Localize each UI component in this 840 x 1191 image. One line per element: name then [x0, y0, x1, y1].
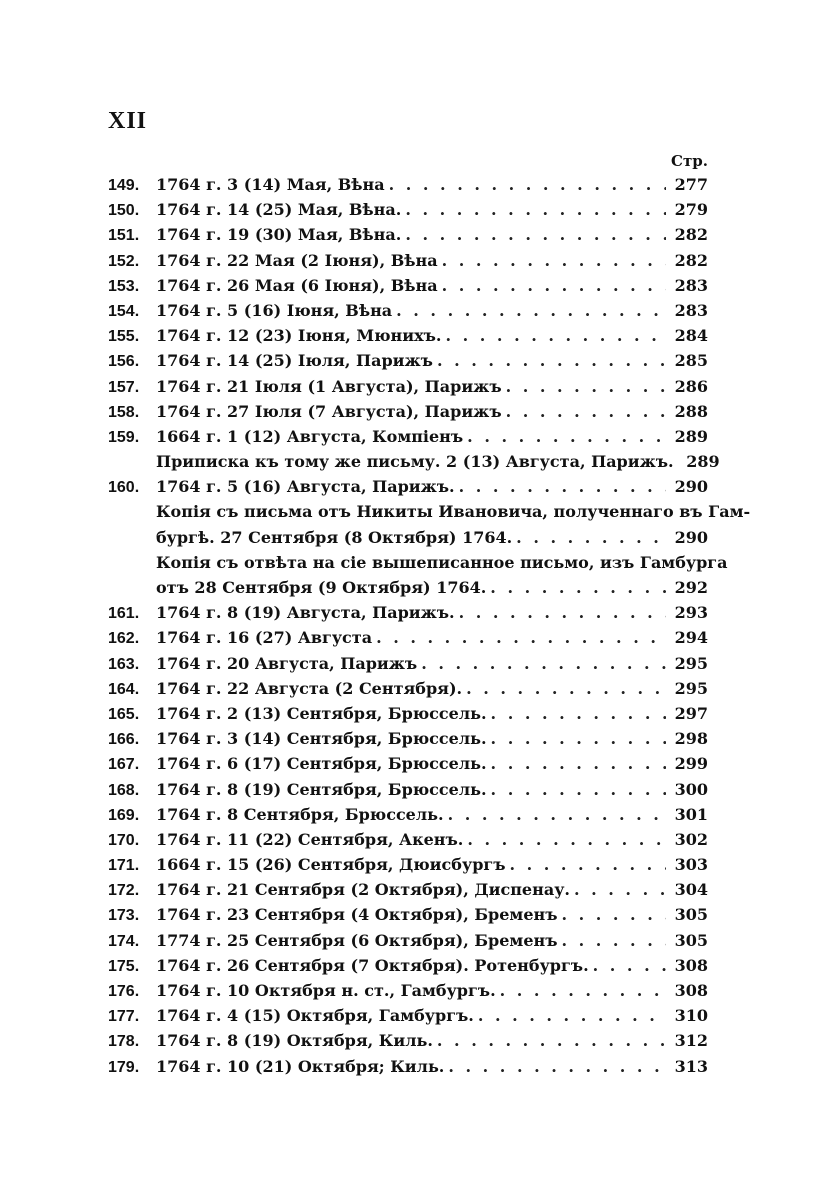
page-number: XII [108, 108, 148, 134]
entry-page: 305 [674, 930, 708, 950]
entry-number: 178. [108, 1033, 140, 1051]
entry-page: 302 [674, 829, 708, 849]
entry-page: 293 [674, 603, 708, 623]
table-of-contents [108, 172, 751, 1079]
dot-leader [459, 474, 666, 499]
toc-entry [108, 852, 708, 877]
dot-leader [446, 323, 667, 348]
toc-entry [108, 222, 708, 247]
dot-leader [593, 953, 666, 978]
dot-leader [500, 978, 666, 1003]
entry-page: 288 [674, 401, 708, 421]
entry-page: 304 [674, 880, 708, 900]
toc-entry [108, 323, 708, 348]
entry-title: 1764 г. 10 (21) Октября; Киль. [156, 1056, 445, 1076]
entry-page: 284 [674, 326, 708, 346]
entry-title: 1764 г. 4 (15) Октября, Гамбургъ. [156, 1006, 474, 1026]
entry-page: 312 [674, 1031, 708, 1051]
entry-title: 1774 г. 25 Сентября (6 Октября), Бременъ [156, 930, 558, 950]
toc-entry [108, 1028, 708, 1053]
entry-page: 301 [674, 804, 708, 824]
entry-page: 299 [674, 754, 708, 774]
entry-page: 290 [674, 527, 708, 547]
entry-number: 153. [108, 277, 140, 295]
entry-title: 1764 г. 6 (17) Сентября, Брюссель. [156, 754, 487, 774]
dot-leader [405, 197, 666, 222]
entry-page: 282 [674, 225, 708, 245]
entry-title: 1764 г. 3 (14) Сентября, Брюссель. [156, 729, 487, 749]
entry-page: 286 [674, 376, 708, 396]
dot-leader [506, 374, 666, 399]
dot-leader [509, 852, 666, 877]
toc-entry [108, 726, 708, 751]
entry-title: 1764 г. 11 (22) Сентября, Акенъ. [156, 829, 464, 849]
entry-page: 310 [674, 1006, 708, 1026]
toc-entry [108, 902, 708, 927]
toc-entry [108, 827, 708, 852]
dot-leader [490, 575, 666, 600]
toc-entry [108, 1003, 708, 1028]
entry-number: 167. [108, 756, 140, 774]
entry-page: 295 [674, 653, 708, 673]
dot-leader [389, 172, 666, 197]
entry-page: 297 [674, 703, 708, 723]
toc-entry [108, 751, 708, 776]
toc-entry [108, 474, 708, 499]
entry-number: 149. [108, 177, 140, 194]
entry-title: 1764 г. 5 (16) Іюня, Вѣна [156, 300, 393, 320]
toc-entry [108, 928, 708, 953]
entry-title: 1764 г. 22 Августа (2 Сентября). [156, 678, 463, 698]
toc-entry [108, 1054, 708, 1079]
entry-title: отъ 28 Сентября (9 Октября) 1764. [156, 578, 487, 597]
entry-number: 151. [108, 227, 140, 245]
entry-number: 177. [108, 1008, 140, 1026]
toc-entry [108, 625, 708, 650]
entry-title: 1764 г. 21 Іюля (1 Августа), Парижъ [156, 376, 502, 396]
dot-leader [491, 751, 666, 776]
entry-number: 174. [108, 932, 140, 950]
entry-page: 300 [674, 779, 708, 799]
entry-number: 161. [108, 605, 140, 623]
toc-entry [108, 298, 708, 323]
entry-page: 295 [674, 678, 708, 698]
entry-title: 1764 г. 20 Августа, Парижъ [156, 653, 418, 673]
toc-entry [108, 676, 708, 701]
entry-page: 308 [674, 981, 708, 1000]
dot-leader [561, 928, 666, 953]
toc-entry [108, 600, 708, 625]
entry-title: 1764 г. 19 (30) Мая, Вѣна. [156, 225, 402, 245]
toc-entry [108, 651, 708, 676]
toc-continuation-line: Копія съ отвѣта на сіе вышеписанное письмо, изъ Гамбурга [156, 552, 728, 572]
toc-entry [108, 374, 708, 399]
entry-number: 157. [108, 378, 140, 396]
dot-leader [448, 802, 666, 827]
dot-leader [491, 701, 666, 726]
entry-page: 289 [674, 426, 708, 446]
entry-number: 175. [108, 957, 140, 975]
entry-title: 1764 г. 5 (16) Августа, Парижъ. [156, 477, 455, 497]
entry-page: 289 [686, 452, 720, 472]
dot-leader [491, 726, 666, 751]
entry-page: 290 [674, 477, 708, 497]
entry-title: 1764 г. 22 Мая (2 Іюня), Вѣна [156, 250, 438, 270]
entry-title: 1764 г. 12 (23) Іюня, Мюнихъ. [156, 326, 442, 346]
entry-number: 160. [108, 479, 140, 497]
entry-page: 294 [674, 628, 708, 648]
dot-leader [467, 424, 666, 449]
entry-number: 165. [108, 705, 140, 723]
toc-entry [108, 877, 708, 902]
dot-leader [437, 1028, 666, 1053]
entry-title: 1764 г. 26 Мая (6 Іюня), Вѣна [156, 275, 438, 295]
toc-entry [108, 172, 708, 197]
entry-title: бургѣ. 27 Сентября (8 Октября) 1764. [156, 527, 513, 547]
entry-title: 1764 г. 8 (19) Сентября, Брюссель. [156, 779, 487, 799]
toc-entry [108, 424, 708, 449]
entry-number: 155. [108, 328, 140, 346]
entry-number: 170. [108, 831, 140, 849]
entry-page: 303 [674, 855, 708, 875]
entry-title: 1764 г. 2 (13) Сентября, Брюссель. [156, 703, 487, 723]
dot-leader [396, 298, 666, 323]
entry-title: 1764 г. 16 (27) Августа [156, 628, 373, 648]
dot-leader [442, 273, 666, 298]
entry-number: 156. [108, 353, 140, 371]
dot-leader [437, 348, 666, 373]
entry-page: 283 [674, 275, 708, 295]
dot-leader [405, 222, 666, 247]
entry-number: 159. [108, 428, 140, 446]
entry-title: 1764 г. 23 Сентября (4 Октября), Бременъ [156, 905, 558, 925]
entry-title: 1764 г. 14 (25) Мая, Вѣна. [156, 200, 402, 220]
entry-number: 166. [108, 731, 140, 749]
toc-entry [108, 953, 708, 978]
entry-number: 169. [108, 806, 140, 824]
entry-title: 1764 г. 3 (14) Мая, Вѣна [156, 175, 385, 194]
toc-entry [108, 399, 708, 424]
dot-leader [491, 777, 666, 802]
toc-entry [108, 802, 708, 827]
page-column-label: Стр. [671, 152, 708, 170]
entry-page: 283 [674, 300, 708, 320]
toc-entry [108, 248, 708, 273]
entry-title: 1664 г. 1 (12) Августа, Компіенъ [156, 426, 464, 446]
toc-entry [108, 449, 720, 474]
toc-entry [108, 978, 708, 1003]
entry-number: 152. [108, 252, 140, 270]
dot-leader [506, 399, 666, 424]
entry-number: 150. [108, 202, 140, 220]
toc-entry [108, 525, 708, 550]
entry-title: 1764 г. 21 Сентября (2 Октября), Диспенау. [156, 880, 570, 900]
dot-leader [442, 248, 666, 273]
entry-number: 163. [108, 655, 140, 673]
entry-number: 176. [108, 983, 140, 1000]
entry-number: 164. [108, 680, 140, 698]
entry-page: 313 [674, 1056, 708, 1076]
entry-title: 1764 г. 8 (19) Августа, Парижъ. [156, 603, 455, 623]
entry-page: 308 [674, 955, 708, 975]
entry-title: 1764 г. 8 (19) Октября, Киль. [156, 1031, 433, 1051]
dot-leader [459, 600, 666, 625]
dot-leader [466, 676, 666, 701]
toc-entry [108, 273, 708, 298]
entry-number: 168. [108, 781, 140, 799]
dot-leader [421, 651, 666, 676]
dot-leader [478, 1003, 666, 1028]
entry-number: 158. [108, 403, 140, 421]
entry-title: Приписка къ тому же письму. 2 (13) Августа, Парижъ. [156, 452, 674, 472]
entry-title: 1664 г. 15 (26) Сентября, Дюисбургъ [156, 855, 506, 875]
entry-number: 154. [108, 302, 140, 320]
toc-continuation-line: Копія съ письма отъ Никиты Ивановича, полученнаго въ Гам- [156, 502, 751, 522]
entry-page: 277 [674, 175, 708, 194]
dot-leader [376, 625, 666, 650]
entry-page: 292 [674, 578, 708, 597]
toc-entry [108, 348, 708, 373]
entry-title: 1764 г. 27 Іюля (7 Августа), Парижъ [156, 401, 502, 421]
dot-leader [516, 525, 666, 550]
toc-entry [108, 197, 708, 222]
toc-entry [108, 575, 708, 600]
entry-number: 173. [108, 907, 140, 925]
dot-leader [467, 827, 666, 852]
entry-title: 1764 г. 14 (25) Іюля, Парижъ [156, 351, 433, 371]
entry-number: 179. [108, 1058, 140, 1076]
entry-title: 1764 г. 10 Октября н. ст., Гамбургъ. [156, 981, 496, 1000]
entry-page: 305 [674, 905, 708, 925]
entry-page: 282 [674, 250, 708, 270]
entry-page: 285 [674, 351, 708, 371]
dot-leader [574, 877, 666, 902]
entry-title: 1764 г. 8 Сентября, Брюссель. [156, 804, 444, 824]
toc-entry [108, 701, 708, 726]
entry-number: 171. [108, 857, 140, 875]
entry-page: 279 [674, 200, 708, 220]
entry-page: 298 [674, 729, 708, 749]
dot-leader [561, 902, 666, 927]
dot-leader [448, 1054, 666, 1079]
toc-entry [108, 777, 708, 802]
entry-title: 1764 г. 26 Сентября (7 Октября). Ротенбургъ. [156, 955, 589, 975]
entry-number: 172. [108, 882, 140, 900]
entry-number: 162. [108, 630, 140, 648]
